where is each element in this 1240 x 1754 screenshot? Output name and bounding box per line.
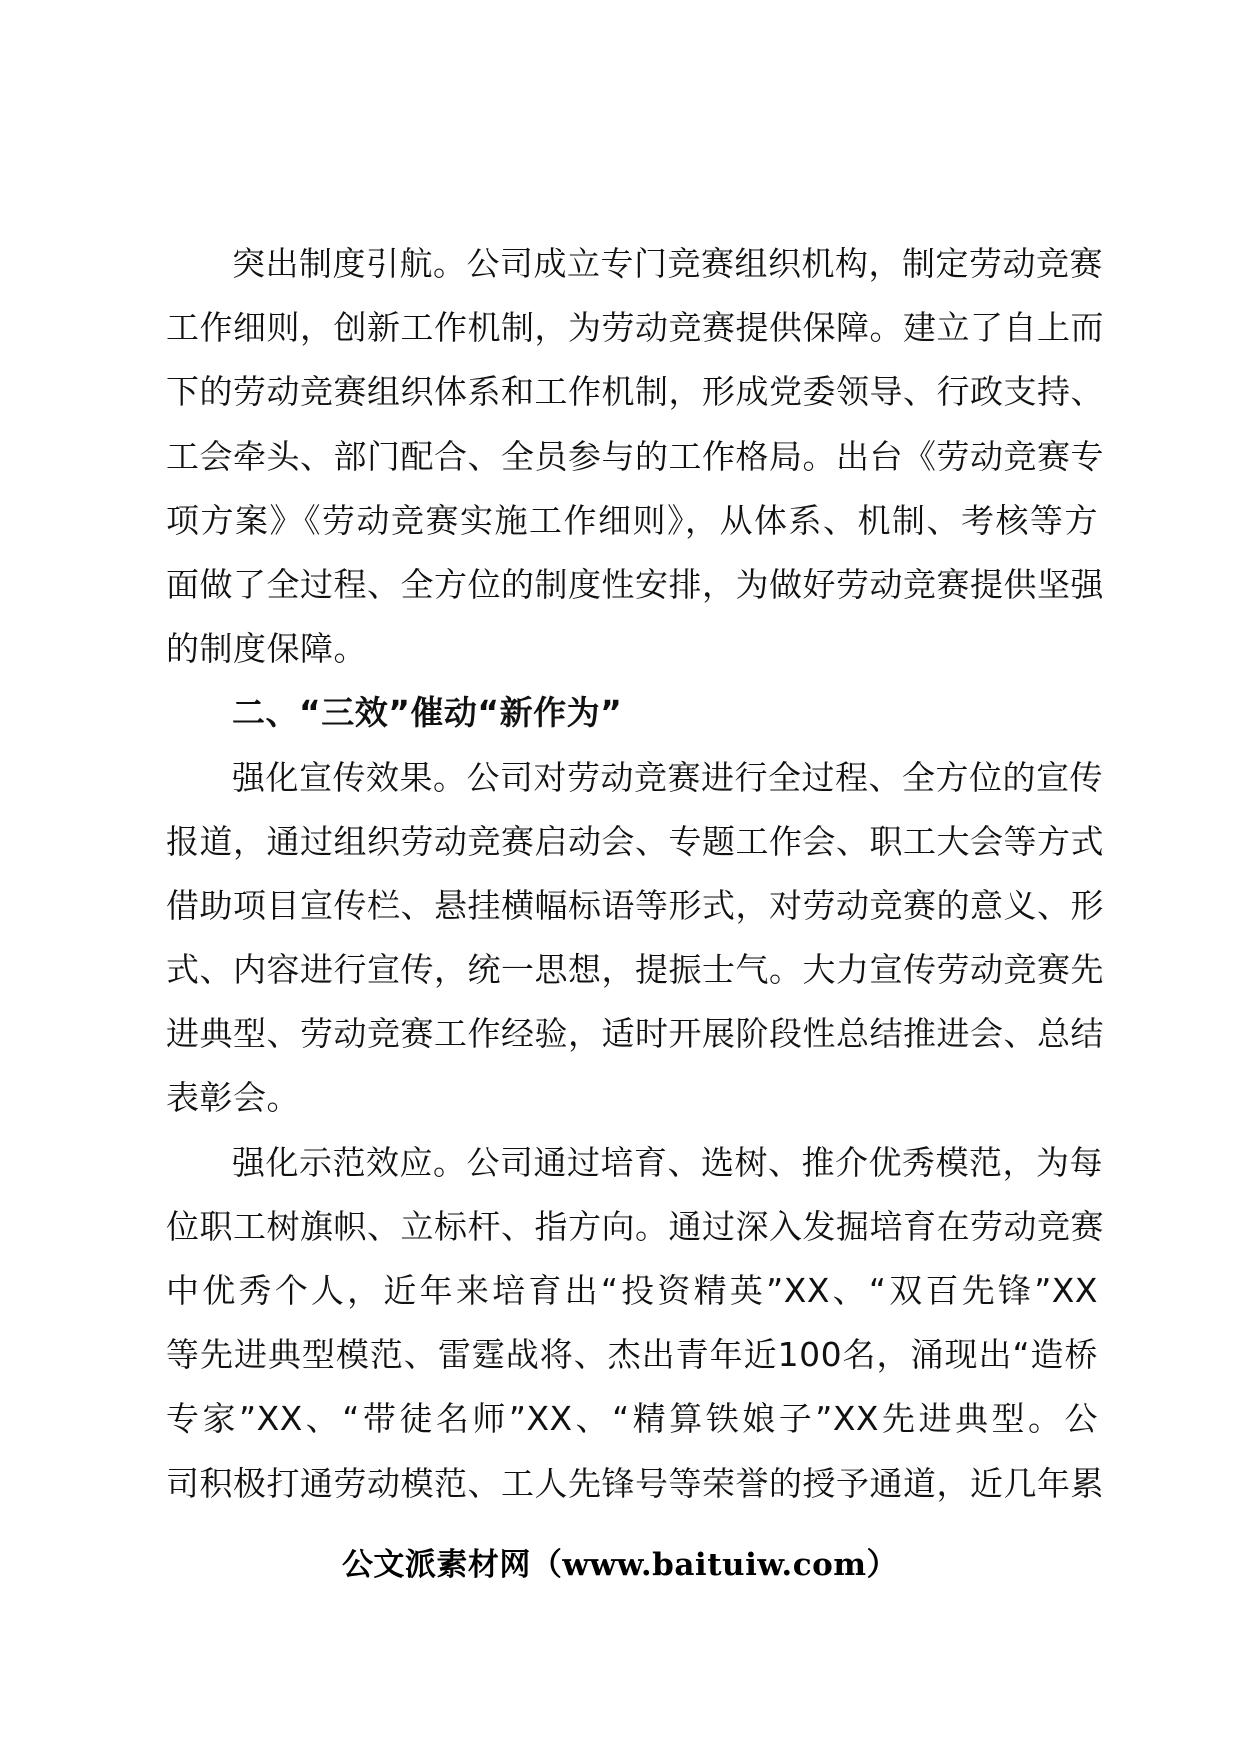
paragraph-1-line-2: 工作细则，创新工作机制，为劳动竞赛提供保障。建立了自上而 [166, 308, 1104, 348]
paragraph-2-line-3: 借助项目宣传栏、悬挂横幅标语等形式，对劳动竞赛的意义、形 [166, 885, 1104, 925]
footer-watermark: 公文派素材网（www.baituiw.com） [341, 1547, 899, 1583]
paragraph-1-line-7: 的制度保障。 [166, 629, 367, 669]
paragraph-1-line-1: 突出制度引航。公司成立专门竞赛组织机构，制定劳动竞赛 [232, 244, 1103, 283]
paragraph-3-line-6: 司积极打通劳动模范、工人先锋号等荣誉的授予通道，近几年累 [166, 1463, 1104, 1503]
paragraph-3-line-3: 中优秀个人，近年来培育出“投资精英”XX、“双百先锋”XX [166, 1271, 1098, 1310]
paragraph-2-line-5: 进典型、劳动竞赛工作经验，适时开展阶段性总结推进会、总结 [166, 1014, 1104, 1054]
paragraph-1-line-6: 面做了全过程、全方位的制度性安排，为做好劳动竞赛提供坚强 [166, 564, 1104, 604]
paragraph-2-line-1: 强化宣传效果。公司对劳动竞赛进行全过程、全方位的宣传 [232, 757, 1103, 797]
paragraph-1-line-4: 工会牵头、部门配合、全员参与的工作格局。出台《劳动竞赛专 [166, 436, 1104, 476]
paragraph-3-line-1: 强化示范效应。公司通过培育、选树、推介优秀模范，为每 [232, 1142, 1103, 1182]
paragraph-3-line-5: 专家”XX、“带徒名师”XX、“精算铁娘子”XX先进典型。公 [166, 1399, 1098, 1439]
section-heading: 二、“三效”催动“新作为” [232, 693, 623, 733]
paragraph-2-line-4: 式、内容进行宣传，统一思想，提振士气。大力宣传劳动竞赛先 [166, 950, 1104, 990]
paragraph-1-line-5: 项方案》《劳动竞赛实施工作细则》，从体系、机制、考核等方 [166, 500, 1098, 540]
paragraph-2-line-6: 表彰会。 [166, 1078, 300, 1118]
paragraph-1-line-3: 下的劳动竞赛组织体系和工作机制，形成党委领导、行政支持、 [166, 372, 1104, 412]
document-body [166, 232, 1104, 1516]
paragraph-3-line-4: 等先进典型模范、雷霆战将、杰出青年近100名，涌现出“造桥 [166, 1335, 1098, 1375]
paragraph-3-line-2: 位职工树旗帜、立标杆、指方向。通过深入发掘培育在劳动竞赛 [166, 1206, 1104, 1246]
paragraph-2-line-2: 报道，通过组织劳动竞赛启动会、专题工作会、职工大会等方式 [166, 821, 1104, 861]
